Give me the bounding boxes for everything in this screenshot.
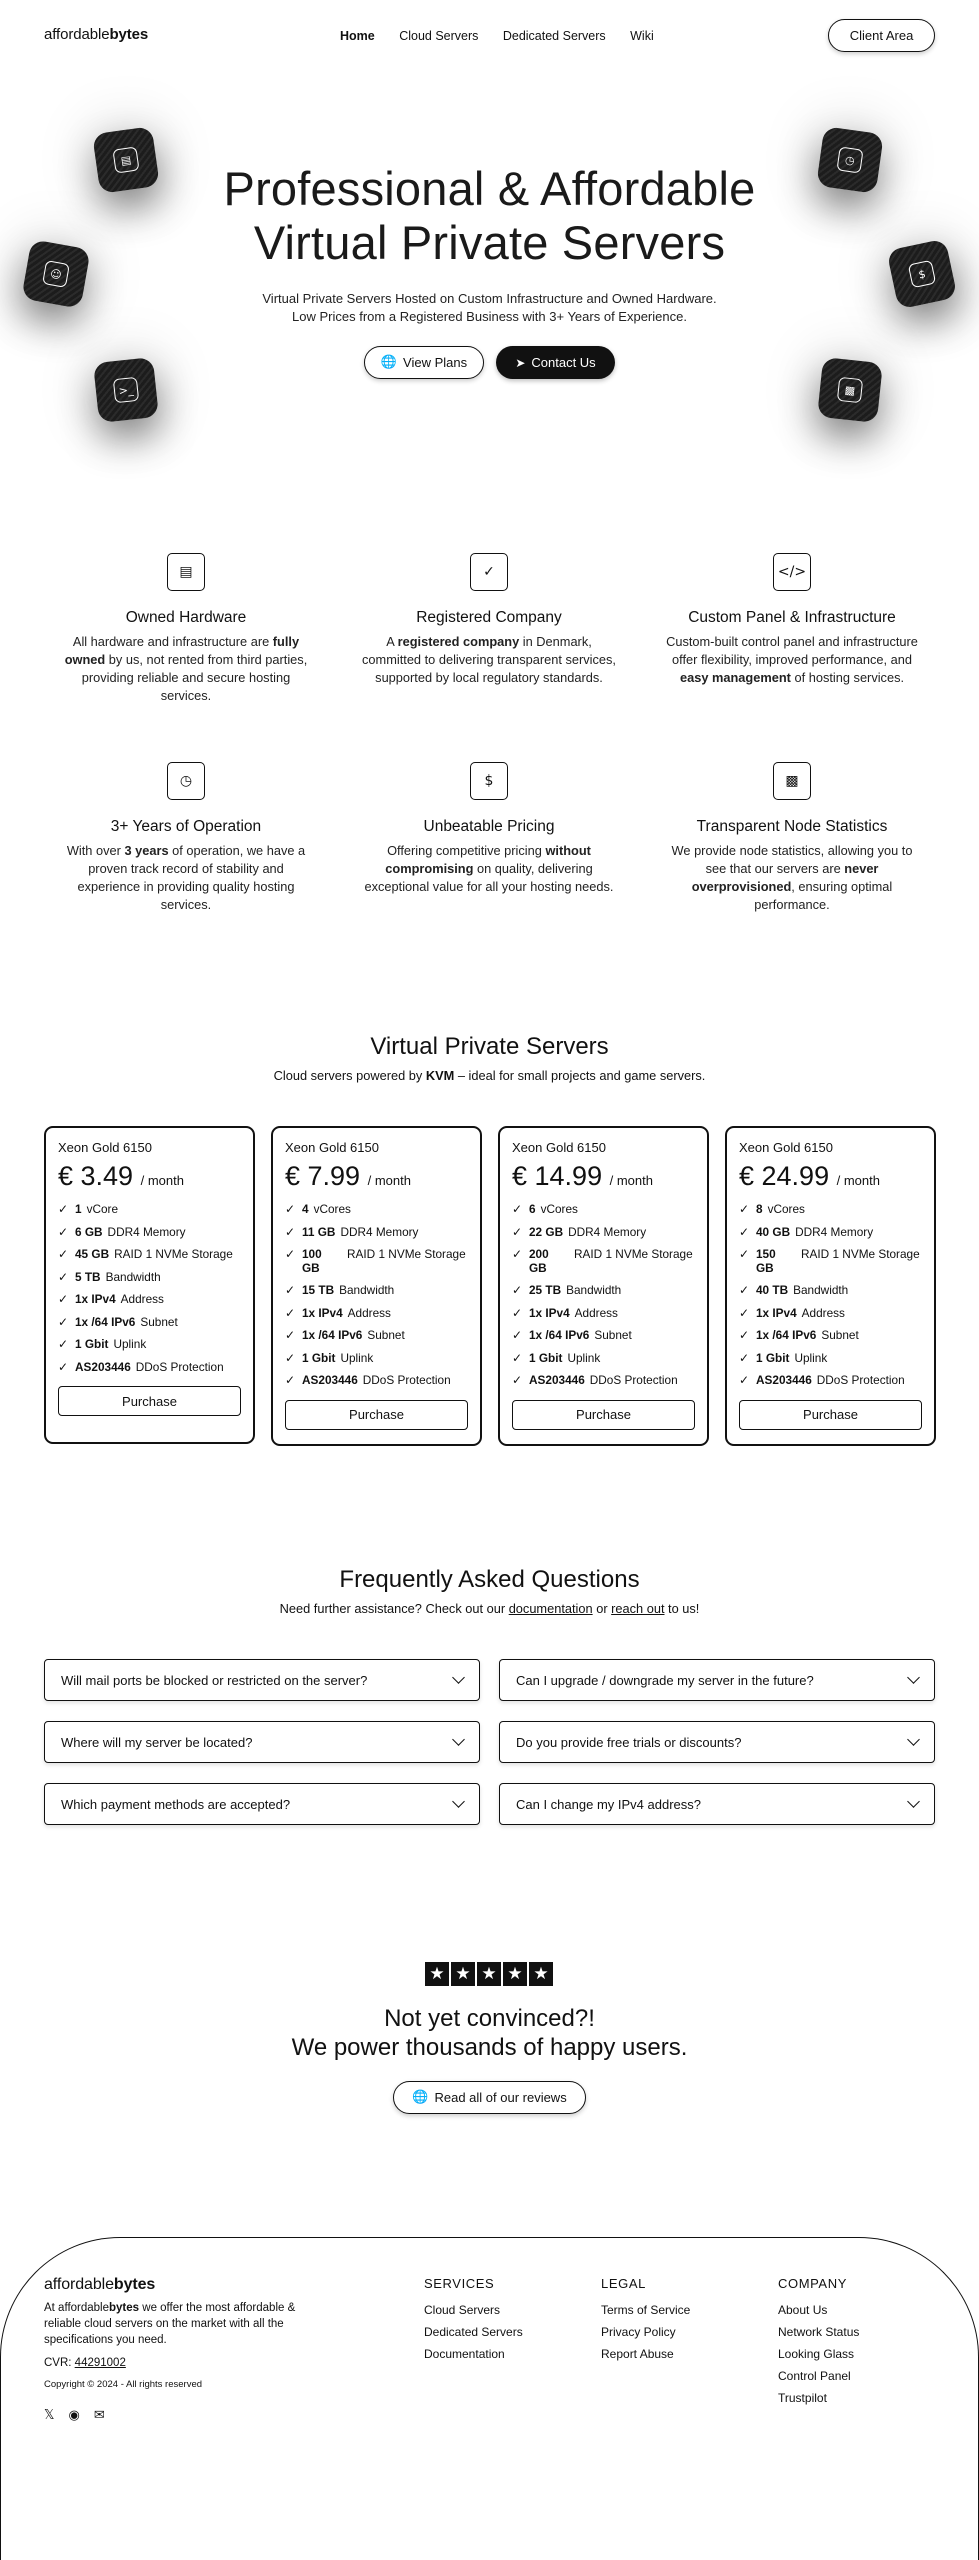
footer-cvr: CVR: 44291002 — [44, 2357, 126, 2369]
plan-cpu: Xeon Gold 6150 — [739, 1140, 833, 1155]
check-icon: ✓ — [512, 1202, 523, 1216]
feature-custom-panel: </> Custom Panel & Infrastructure Custom-built control panel and infrastructure offer flexibility, improved performance, and easy management of hosting services. — [662, 553, 922, 687]
footer-col-company: COMPANY About Us Network Status Looking Glass Control Panel Trustpilot — [778, 2276, 859, 2409]
check-icon: ✓ — [58, 1269, 69, 1284]
faq-item-upgrade-downgrade[interactable]: Can I upgrade / downgrade my server in the future? — [499, 1659, 935, 1701]
check-icon: ✓ — [285, 1283, 296, 1297]
check-icon: ✓ — [58, 1202, 69, 1216]
check-icon: ✓ — [285, 1305, 296, 1320]
vps-section-subtitle: Cloud servers powered by KVM – ideal for small projects and game servers. — [273, 1068, 706, 1083]
plan-price: € 3.49 / month — [58, 1161, 184, 1191]
plan-spec: ✓ 100 GB RAID 1 NVMe Storage — [285, 1247, 466, 1275]
mail-icon[interactable]: ✉ — [93, 2408, 105, 2423]
plan-price: € 24.99 / month — [739, 1161, 880, 1191]
send-icon: ➤ — [515, 355, 526, 370]
check-icon: ✓ — [58, 1292, 69, 1306]
footer-link-dedicated-servers[interactable]: Dedicated Servers — [424, 2325, 523, 2339]
x-icon[interactable]: 𝕏 — [44, 2408, 55, 2423]
check-icon: ✓ — [739, 1224, 750, 1239]
plan-spec: ✓ AS203446 DDoS Protection — [512, 1373, 678, 1387]
plan-spec: ✓ 1x IPv4 Address — [285, 1305, 391, 1320]
footer-link-report-abuse[interactable]: Report Abuse — [601, 2347, 674, 2361]
plan-spec: ✓ 1 vCore — [58, 1202, 119, 1216]
purchase-button[interactable]: Purchase — [285, 1400, 468, 1430]
main-nav — [340, 27, 674, 45]
plan-spec: ✓ 25 TB Bandwidth — [512, 1283, 622, 1297]
plan-spec-list — [285, 1198, 468, 1392]
feature-description: Custom-built control panel and infrastructure offer flexibility, improved performance, and easy management of hosting services. — [666, 634, 918, 685]
check-icon: ✓ — [512, 1224, 523, 1239]
footer-logo[interactable]: affordablebytes — [44, 2276, 156, 2293]
contact-us-button[interactable]: ➤ Contact Us — [496, 346, 615, 379]
plan-cpu: Xeon Gold 6150 — [512, 1140, 606, 1155]
plan-price: € 14.99 / month — [512, 1161, 653, 1191]
check-icon: ✓ — [512, 1350, 523, 1365]
check-icon: ✓ — [512, 1283, 523, 1297]
nav-home[interactable]: Home — [340, 29, 375, 43]
clock-icon: ◷ — [167, 762, 205, 800]
footer-col-legal: LEGAL Terms of Service Privacy Policy Report Abuse — [601, 2276, 690, 2365]
floating-clock-icon: ◷ — [816, 126, 884, 194]
pricing-card — [498, 1126, 709, 1446]
nav-wiki[interactable]: Wiki — [630, 29, 654, 43]
hero-title: Professional & Affordable Virtual Private Servers — [223, 162, 756, 269]
server-icon: ▤ — [167, 553, 205, 591]
feature-description: We provide node statistics, allowing you to see that our servers are never overprovisioned, ensuring optimal performance. — [671, 843, 913, 912]
plan-spec: ✓ 11 GB DDR4 Memory — [285, 1224, 419, 1239]
feature-owned-hardware: ▤ Owned Hardware All hardware and infrastructure are fully owned by us, not rented from third parties, providing reliable and secure hosting services. — [56, 553, 316, 705]
documentation-link[interactable]: documentation — [508, 1601, 593, 1616]
social-links — [44, 2408, 105, 2423]
hero-subtitle: Virtual Private Servers Hosted on Custom Infrastructure and Owned Hardware. Low Prices from a Registered Business with 3+ Years of Experience. — [262, 291, 717, 324]
dollar-icon: $ — [470, 762, 508, 800]
pricing-card — [44, 1126, 255, 1444]
brand-logo[interactable]: affordablebytes — [44, 26, 149, 43]
rating-stars — [425, 1962, 553, 1986]
discord-icon[interactable]: ◉ — [68, 2408, 80, 2423]
plan-spec: ✓ 1 Gbit Uplink — [739, 1350, 828, 1365]
plan-spec: ✓ 40 GB DDR4 Memory — [739, 1224, 874, 1239]
star-icon: ★ — [477, 1962, 501, 1986]
purchase-button[interactable]: Purchase — [739, 1400, 922, 1430]
plan-spec-list — [739, 1198, 922, 1392]
plan-spec: ✓ 15 TB Bandwidth — [285, 1283, 395, 1297]
plan-cpu: Xeon Gold 6150 — [285, 1140, 379, 1155]
check-icon: ✓ — [285, 1350, 296, 1365]
footer-link-documentation[interactable]: Documentation — [424, 2347, 505, 2361]
feature-node-statistics: ▩ Transparent Node Statistics We provide node statistics, allowing you to see that our servers are never overprovisioned, ensuring optimal performance. — [662, 762, 922, 914]
plan-spec: ✓ 45 GB RAID 1 NVMe Storage — [58, 1247, 233, 1261]
stats-icon: ▩ — [773, 762, 811, 800]
footer-link-privacy[interactable]: Privacy Policy — [601, 2325, 676, 2339]
purchase-button[interactable]: Purchase — [58, 1386, 241, 1416]
chevron-down-icon — [452, 1733, 465, 1746]
faq-item-change-ipv4[interactable]: Can I change my IPv4 address? — [499, 1783, 935, 1825]
plan-spec: ✓ 1 Gbit Uplink — [58, 1337, 147, 1351]
check-icon: ✓ — [739, 1283, 750, 1297]
floating-terminal-icon: >_ — [93, 357, 159, 423]
check-icon: ✓ — [58, 1337, 69, 1351]
check-badge-icon: ✓ — [470, 553, 508, 591]
plan-price: € 7.99 / month — [285, 1161, 411, 1191]
plan-spec: ✓ 1x /64 IPv6 Subnet — [58, 1314, 178, 1329]
check-icon: ✓ — [285, 1202, 296, 1216]
chevron-down-icon — [907, 1733, 920, 1746]
plan-spec: ✓ 200 GB RAID 1 NVMe Storage — [512, 1247, 693, 1275]
star-icon: ★ — [451, 1962, 475, 1986]
plan-spec: ✓ AS203446 DDoS Protection — [58, 1359, 224, 1374]
reach-out-link[interactable]: reach out — [611, 1601, 665, 1616]
reviews-heading: Not yet convinced?! We power thousands of happy users. — [291, 2005, 688, 2061]
read-reviews-button[interactable]: 🌐 Read all of our reviews — [393, 2081, 586, 2114]
plan-spec: ✓ 4 vCores — [285, 1202, 351, 1216]
code-icon: </> — [773, 553, 811, 591]
feature-description: With over 3 years of operation, we have a proven track record of stability and experience in providing quality hosting services. — [66, 843, 306, 912]
check-icon: ✓ — [739, 1305, 750, 1320]
plan-spec: ✓ AS203446 DDoS Protection — [739, 1373, 905, 1387]
plan-spec: ✓ 1x IPv4 Address — [739, 1305, 845, 1320]
footer-copyright: Copyright © 2024 - All rights reserved — [44, 2379, 203, 2390]
star-icon: ★ — [503, 1962, 527, 1986]
chevron-down-icon — [907, 1671, 920, 1684]
faq-title: Frequently Asked Questions — [339, 1566, 640, 1593]
nav-cloud-servers[interactable]: Cloud Servers — [399, 29, 479, 43]
plan-spec: ✓ 1 Gbit Uplink — [285, 1350, 374, 1365]
feature-description: A registered company in Denmark, committed to delivering transparent services, supported by local regulatory standards. — [362, 634, 616, 685]
check-icon: ✓ — [512, 1247, 523, 1261]
feature-unbeatable-pricing: $ Unbeatable Pricing Offering competitive pricing without compromising on quality, delivering exceptional value for all your hosting needs. — [359, 762, 619, 896]
plan-spec: ✓ 6 vCores — [512, 1202, 578, 1216]
check-icon: ✓ — [285, 1224, 296, 1239]
star-icon: ★ — [529, 1962, 553, 1986]
chevron-down-icon — [907, 1795, 920, 1808]
cvr-link[interactable]: 44291002 — [74, 2357, 126, 2369]
check-icon: ✓ — [512, 1373, 523, 1387]
check-icon: ✓ — [58, 1224, 69, 1239]
floating-id-card-icon: ☺ — [21, 239, 91, 309]
faq-item-mail-ports[interactable]: Will mail ports be blocked or restricted on the server? — [44, 1659, 480, 1701]
check-icon: ✓ — [739, 1373, 750, 1387]
check-icon: ✓ — [58, 1247, 69, 1261]
pricing-card — [271, 1126, 482, 1446]
footer-col-services: SERVICES Cloud Servers Dedicated Servers Documentation — [424, 2276, 523, 2365]
faq-item-free-trials[interactable]: Do you provide free trials or discounts? — [499, 1721, 935, 1763]
floating-dollar-icon: $ — [886, 238, 957, 309]
globe-icon: 🌐 — [380, 355, 398, 370]
star-icon: ★ — [425, 1962, 449, 1986]
plan-spec: ✓ 1x IPv4 Address — [58, 1292, 164, 1306]
footer-link-control-panel[interactable]: Control Panel — [778, 2369, 851, 2383]
plan-cpu: Xeon Gold 6150 — [58, 1140, 152, 1155]
footer-description: At affordablebytes we offer the most affordable & reliable cloud servers on the market with all the specifications you need. — [44, 2302, 296, 2346]
faq-item-server-location[interactable]: Where will my server be located? — [44, 1721, 480, 1763]
floating-server-icon: ▤ — [92, 126, 160, 194]
check-icon: ✓ — [739, 1202, 750, 1216]
faq-subtitle: Need further assistance? Check out our documentation or reach out to us! — [279, 1601, 700, 1616]
check-icon: ✓ — [285, 1247, 296, 1261]
floating-stats-icon: ▩ — [817, 357, 883, 423]
footer-link-network-status[interactable]: Network Status — [778, 2325, 860, 2339]
check-icon: ✓ — [58, 1314, 69, 1329]
plan-spec: ✓ 6 GB DDR4 Memory — [58, 1224, 186, 1239]
chevron-down-icon — [452, 1671, 465, 1684]
feature-registered-company: ✓ Registered Company A registered company in Denmark, committed to delivering transparent services, supported by local regulatory standards. — [359, 553, 619, 687]
plan-spec: ✓ 1x /64 IPv6 Subnet — [285, 1328, 405, 1342]
plan-spec: ✓ 40 TB Bandwidth — [739, 1283, 849, 1297]
check-icon: ✓ — [739, 1328, 750, 1342]
plan-spec-list — [512, 1198, 695, 1392]
purchase-button[interactable]: Purchase — [512, 1400, 695, 1430]
check-icon: ✓ — [739, 1247, 750, 1261]
vps-section-title: Virtual Private Servers — [370, 1033, 609, 1060]
footer-link-terms[interactable]: Terms of Service — [601, 2303, 691, 2317]
pricing-card — [725, 1126, 936, 1446]
check-icon: ✓ — [512, 1305, 523, 1320]
check-icon: ✓ — [512, 1328, 523, 1342]
footer-link-cloud-servers[interactable]: Cloud Servers — [424, 2303, 501, 2317]
feature-years-of-operation: ◷ 3+ Years of Operation With over 3 years of operation, we have a proven track record of stability and experience in providing quality hosting services. — [56, 762, 316, 914]
globe-icon: 🌐 — [412, 2090, 429, 2105]
check-icon: ✓ — [285, 1328, 296, 1342]
check-icon: ✓ — [58, 1359, 69, 1374]
footer-link-looking-glass[interactable]: Looking Glass — [778, 2347, 855, 2361]
feature-description: Offering competitive pricing without compromising on quality, delivering exceptional value for all your hosting needs. — [364, 843, 614, 894]
faq-item-payment-methods[interactable]: Which payment methods are accepted? — [44, 1783, 480, 1825]
plan-spec: ✓ AS203446 DDoS Protection — [285, 1373, 451, 1387]
nav-dedicated-servers[interactable]: Dedicated Servers — [502, 29, 606, 43]
plan-spec: ✓ 1x /64 IPv6 Subnet — [512, 1328, 632, 1342]
footer-link-trustpilot[interactable]: Trustpilot — [778, 2391, 827, 2405]
plan-spec: ✓ 8 vCores — [739, 1202, 805, 1216]
plan-spec: ✓ 1 Gbit Uplink — [512, 1350, 601, 1365]
feature-description: All hardware and infrastructure are fully owned by us, not rented from third parties, providing reliable and secure hosting services. — [64, 634, 308, 703]
view-plans-button[interactable]: 🌐 View Plans — [364, 346, 484, 379]
plan-spec: ✓ 1x IPv4 Address — [512, 1305, 618, 1320]
client-area-button[interactable]: Client Area — [828, 19, 935, 52]
check-icon: ✓ — [739, 1350, 750, 1365]
plan-spec: ✓ 150 GB RAID 1 NVMe Storage — [739, 1247, 920, 1275]
check-icon: ✓ — [285, 1373, 296, 1387]
plan-spec: ✓ 22 GB DDR4 Memory — [512, 1224, 647, 1239]
plan-spec: ✓ 5 TB Bandwidth — [58, 1269, 161, 1284]
chevron-down-icon — [452, 1795, 465, 1808]
plan-spec: ✓ 1x /64 IPv6 Subnet — [739, 1328, 859, 1342]
footer-link-about-us[interactable]: About Us — [778, 2303, 828, 2317]
plan-spec-list — [58, 1198, 241, 1378]
